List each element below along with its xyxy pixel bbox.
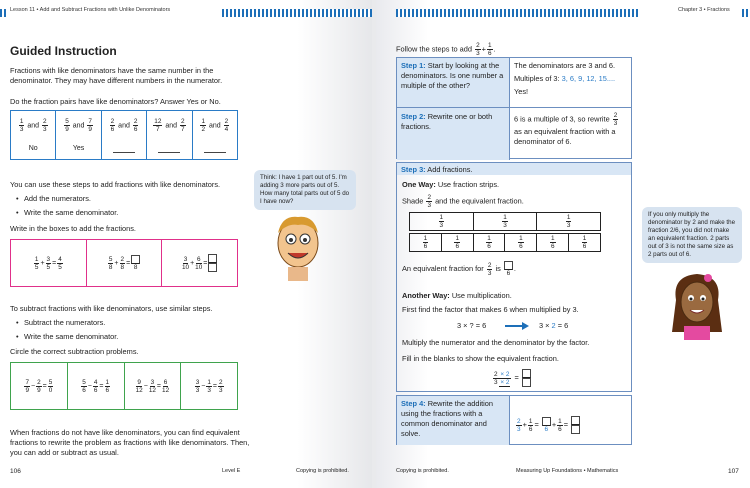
follow-text: Follow the steps to add $\frac{2}{3}$ + $\frac{1}{6}$ . — [396, 42, 496, 57]
write-boxes-text: Write in the boxes to add the fractions. — [10, 224, 136, 233]
left-page — [0, 0, 372, 488]
pair-cell: $\frac{2}{6}$ and $\frac{2}{6}$ — [102, 111, 147, 159]
step1-prompt: Step 1: Start by looking at the denominators. Is one number a multiple of the other? — [397, 58, 510, 108]
sub-problem[interactable]: 5 6 − 4 6 = 1 6 — [68, 363, 125, 409]
copyright: Copying is prohibited. — [396, 468, 449, 474]
list-item: • Write the same denominator. — [16, 208, 118, 218]
multiply-text: Multiply the numerator and the denominator by the factor. — [402, 338, 590, 347]
sub-problems — [10, 362, 238, 410]
equation-1: 3 × ? = 6 — [457, 321, 487, 330]
answer-box[interactable] — [522, 378, 531, 387]
step2-answer: 6 is a multiple of 3, so rewrite $\frac{2}{3}$ as an equivalent fraction with a denominator of 6. — [514, 112, 618, 146]
intro-text: Fractions with like denominators have the same number in the denominator. They may have different numbers in the numerator. — [10, 66, 223, 85]
answer-box[interactable] — [571, 425, 580, 434]
level-label: Level E — [222, 468, 241, 474]
pair-cell: $\frac{1}{2}$ and $\frac{2}{4}$ — [193, 111, 237, 159]
circle-text: Circle the correct subtraction problems. — [10, 347, 139, 356]
sub-intro: To subtract fractions with like denominators, use similar steps. — [10, 304, 213, 313]
girl-illustration — [668, 270, 726, 340]
pair-answer: Yes — [72, 145, 85, 152]
header-stripe — [0, 9, 8, 17]
right-page — [376, 0, 750, 488]
sub-problem[interactable]: 9 12 − 3 12 = 6 12 — [125, 363, 182, 409]
page-number: 106 — [10, 468, 21, 475]
copyright: Copying is prohibited. — [296, 468, 349, 474]
answer-blank[interactable] — [204, 145, 226, 153]
list-item: • Subtract the numerators. — [16, 318, 118, 328]
factor-text: First find the factor that makes 6 when multiplied by 3. — [402, 305, 579, 314]
answer-box[interactable] — [208, 263, 217, 272]
question-text: Do the fraction pairs have like denominators? Answer Yes or No. — [10, 97, 221, 106]
answer-box[interactable] — [208, 254, 217, 263]
step1-answer: The denominators are 3 and 6. Multiples of 3: 3, 6, 9, 12, 15.... Yes! — [510, 58, 632, 108]
page-title: Guided Instruction — [10, 44, 117, 58]
arrow-right-icon — [505, 322, 529, 330]
step4-prompt: Step 4: Rewrite the addition using the fractions with a common denominator and solve. — [397, 396, 510, 445]
answer-box[interactable] — [522, 369, 531, 378]
step3-header: Step 3: Add fractions. — [397, 163, 631, 175]
pairs-table — [10, 110, 238, 160]
answer-box[interactable] — [504, 261, 513, 270]
fill-text: Fill in the blanks to show the equivalent fraction. — [402, 354, 559, 363]
step2-prompt: Step 2: Rewrite one or both fractions. — [397, 108, 510, 160]
page-number: 107 — [728, 468, 739, 475]
answer-box[interactable] — [542, 417, 551, 426]
thirds-strip[interactable]: 1 3 1 3 1 3 — [409, 212, 601, 231]
answer-box[interactable] — [571, 416, 580, 425]
answer-box[interactable] — [131, 255, 140, 264]
pair-cell: $\frac{12}{7}$ and $\frac{2}{7}$ — [147, 111, 192, 159]
hint-bubble: If you only multiply the denominator by 2 and make the fraction 2/6, you did not make an equivalent fraction. 2 parts out of 3 is not the same size as 2 parts out of 6. — [642, 207, 742, 263]
add-steps — [16, 194, 118, 218]
left-header: Lesson 11 • Add and Subtract Fractions with Unlike Denominators — [10, 7, 171, 13]
pair-answer: No — [28, 145, 38, 152]
header-stripe — [222, 9, 372, 17]
add-problem: 5 8 + 2 8 = 8 — [87, 240, 163, 286]
header-stripe — [742, 9, 750, 17]
answer-blank[interactable] — [158, 145, 180, 153]
step4-table — [396, 395, 632, 445]
series-label: Measuring Up Foundations • Mathematics — [516, 468, 619, 474]
pair-cell: $\frac{5}{9}$ and $\frac{7}{9}$ Yes — [56, 111, 101, 159]
header-stripe — [396, 9, 638, 17]
add-problem: 1 5 + 3 5 = 4 5 — [11, 240, 87, 286]
closing-text: When fractions do not have like denominators, you can find equivalent fractions to rewrite the problem as fractions with like denominators. Then, you can add or subtract as usual. — [10, 428, 250, 457]
sixths-strip[interactable]: 1 6 1 6 1 6 1 6 1 6 1 6 — [409, 233, 601, 252]
list-item: • Add the numerators. — [16, 194, 118, 204]
pair-cell: $\frac{1}{3}$ and $\frac{2}{3}$ No — [11, 111, 56, 159]
sub-steps — [16, 318, 118, 342]
answer-blank[interactable] — [113, 145, 135, 153]
step3-panel: Step 3: Add fractions. One Way: Use fraction strips. Shade $\frac{2}{3}$ and the equivalent fraction. 1 3 1 3 1 3 1 6 1 6 1 6 1 6 1 6 1 6 An equivalent fraction for $\frac{2}{3}$ is 6 . Another Way: Use multiplication. First find the factor that makes 6 when multiplied by 3. 3 × ? = 6 3 × 2 = 6 Multiply the numerator and the denominator by the factor. Fill in the blanks to show the equivalent fraction. $\frac{2 \times 2}{3 \times 2}$ = — [396, 162, 632, 392]
equation-2: 3 × 2 = 6 — [539, 321, 569, 330]
sub-problem[interactable]: 7 9 − 2 9 = 5 0 — [11, 363, 68, 409]
right-header: Chapter 3 • Fractions — [678, 7, 730, 13]
boy-illustration — [268, 215, 328, 285]
hint-bubble: Think: I have 1 part out of 5. I'm adding 3 more parts out of 5. How many total parts out of 5 do I have now? — [254, 170, 356, 210]
sub-problem[interactable]: 3 3 − 1 3 = 2 3 — [195, 378, 223, 394]
add-problems — [10, 239, 238, 287]
equivalent-calc: $\frac{2 \times 2}{3 \times 2}$ = — [492, 369, 532, 387]
steps-1-2-table — [396, 57, 632, 159]
list-item: • Write the same denominator. — [16, 332, 118, 342]
step4-answer: $\frac{2}{3}$ + $\frac{1}{6}$ = 6 + $\frac{1}{6}$ = — [515, 416, 581, 434]
add-intro: You can use these steps to add fractions with like denominators. — [10, 180, 221, 189]
add-problem: 3 10 + 6 10 = — [162, 240, 237, 286]
